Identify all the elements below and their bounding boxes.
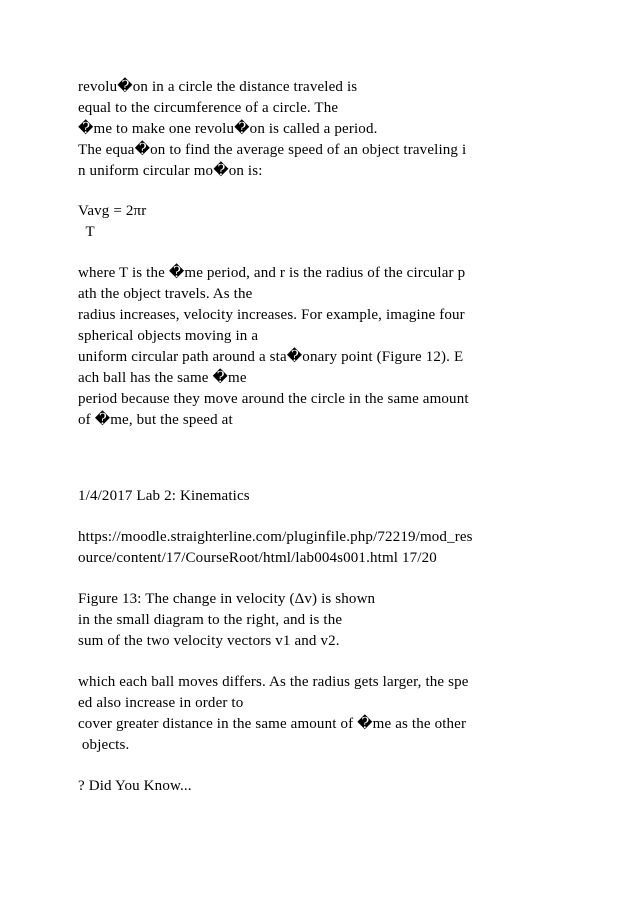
text-line: n uniform circular mo�on is:: [78, 163, 263, 179]
url-line: https://moodle.straighterline.com/pluginfile.php/72219/mod_res: [78, 529, 473, 545]
did-you-know-heading: ? Did You Know...: [78, 778, 192, 794]
text-line: The equa�on to find the average speed of an object traveling i: [78, 142, 467, 158]
equation-denominator: T: [78, 224, 95, 240]
text-line: which each ball moves differs. As the radius gets larger, the spe: [78, 674, 469, 690]
figure-caption-line: in the small diagram to the right, and is the: [78, 612, 343, 628]
text-line: objects.: [78, 737, 130, 753]
text-line: equal to the circumference of a circle. The: [78, 100, 339, 116]
text-line: ed also increase in order to: [78, 695, 244, 711]
text-line: spherical objects moving in a: [78, 328, 259, 344]
figure-caption-line: Figure 13: The change in velocity (Δv) is shown: [78, 591, 376, 607]
equation-line: Vavg = 2πr: [78, 203, 147, 219]
text-line: of �me, but the speed at: [78, 412, 233, 428]
page-header-line: 1/4/2017 Lab 2: Kinematics: [78, 488, 250, 504]
text-line: period because they move around the circle in the same amount: [78, 391, 469, 407]
text-line: ath the object travels. As the: [78, 286, 253, 302]
text-line: where T is the �me period, and r is the radius of the circular p: [78, 265, 466, 281]
text-line: uniform circular path around a sta�onary point (Figure 12). E: [78, 349, 464, 365]
text-line: ach ball has the same �me: [78, 370, 247, 386]
text-line: radius increases, velocity increases. For example, imagine four: [78, 307, 465, 323]
text-line: cover greater distance in the same amount of �me as the other: [78, 716, 467, 732]
text-line: revolu�on in a circle the distance traveled is: [78, 79, 358, 95]
text-line: �me to make one revolu�on is called a period.: [78, 121, 378, 137]
url-line: ource/content/17/CourseRoot/html/lab004s001.html 17/20: [78, 550, 437, 566]
figure-caption-line: sum of the two velocity vectors v1 and v2.: [78, 633, 340, 649]
